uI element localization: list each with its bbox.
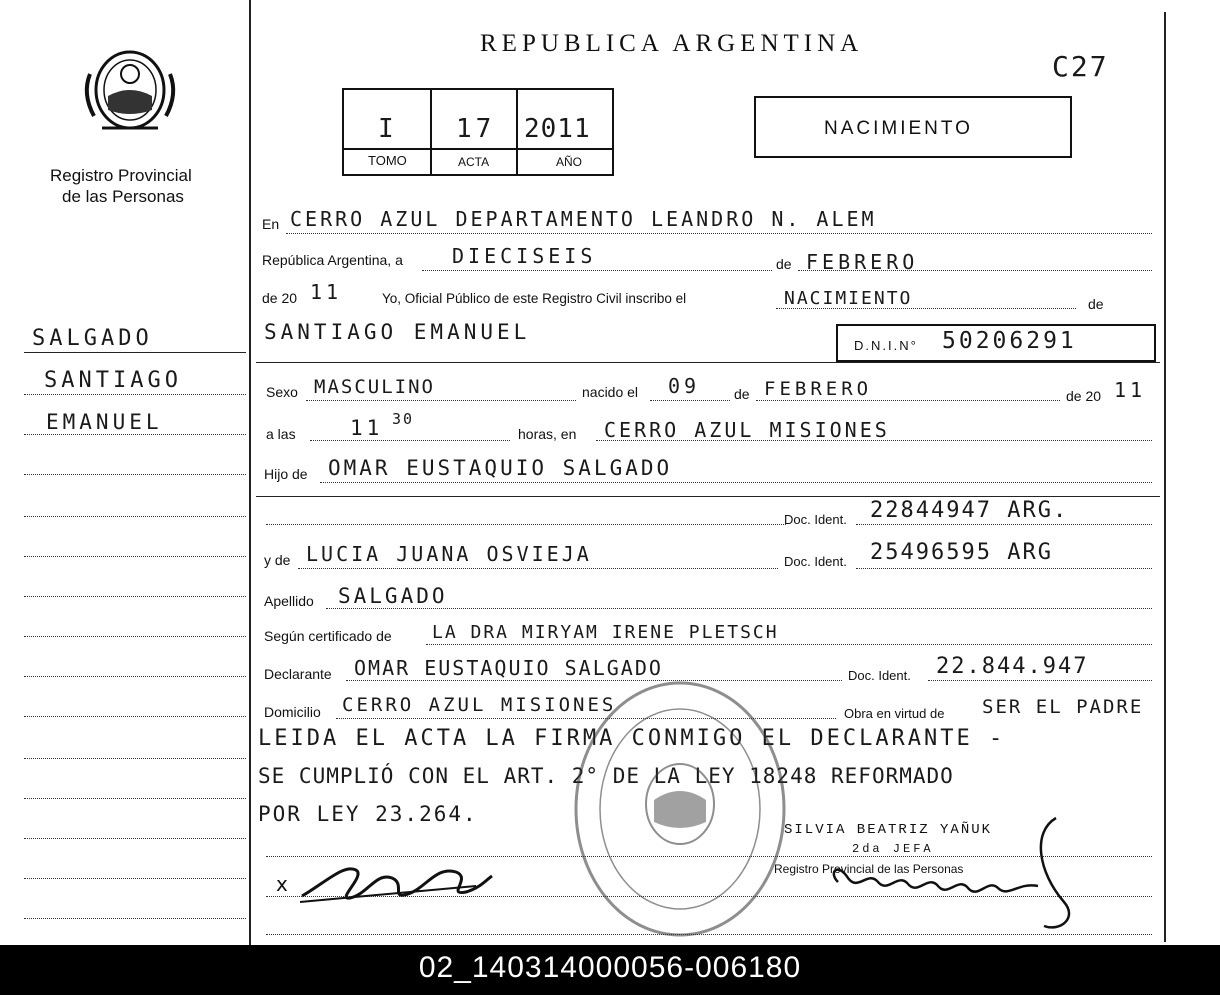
page-number: C27: [1052, 50, 1109, 83]
doc-label-father: Doc. Ident.: [784, 512, 847, 527]
time-minutes: 30: [392, 410, 415, 428]
official-stamp-icon: [570, 676, 790, 942]
mother-name: LUCIA JUANA OSVIEJA: [306, 542, 592, 566]
note-line-1: LEIDA EL ACTA LA FIRMA CONMIGO EL DECLARANTE -: [258, 726, 1006, 751]
official-title: 2da JEFA: [852, 842, 934, 856]
birth-month: FEBRERO: [764, 378, 873, 400]
footer-bar: [0, 945, 1220, 995]
father-name: OMAR EUSTAQUIO SALGADO: [328, 456, 673, 480]
hijo-label: Hijo de: [264, 466, 308, 482]
republica-label: República Argentina, a: [262, 252, 403, 268]
sidebar-line-5: [24, 516, 246, 517]
official-name: SILVIA BEATRIZ YAÑUK: [784, 822, 993, 838]
capacity-value: SER EL PADRE: [982, 696, 1144, 718]
sidebar-line-4: [24, 474, 246, 475]
de-label-3: de: [734, 386, 750, 402]
sexo-label: Sexo: [266, 384, 298, 400]
doc-label-declarant: Doc. Ident.: [848, 668, 911, 683]
sidebar-line-15: [24, 918, 246, 919]
de-label-2: de: [1088, 296, 1104, 312]
month-value: FEBRERO: [806, 250, 919, 274]
sidebar-line-11: [24, 758, 246, 759]
sidebar-line-6: [24, 556, 246, 557]
de-label-1: de: [776, 256, 792, 272]
sex-value: MASCULINO: [314, 376, 435, 398]
time-hour: 11: [350, 416, 384, 440]
doc-label-mother: Doc. Ident.: [784, 554, 847, 569]
country-title: REPUBLICA ARGENTINA: [480, 30, 864, 57]
domicilio-label: Domicilio: [264, 704, 321, 720]
certificado-label: Según certificado de: [264, 628, 392, 644]
sidebar-line-14: [24, 878, 246, 879]
left-column-divider: [249, 0, 251, 945]
sidebar-line-13: [24, 838, 246, 839]
full-name: SANTIAGO EMANUEL: [264, 320, 531, 344]
year-suffix: 11: [310, 280, 343, 304]
declarant-doc: 22.844.947: [936, 654, 1089, 679]
certifier-value: LA DRA MIRYAM IRENE PLETSCH: [432, 622, 779, 643]
obra-label: Obra en virtud de: [844, 706, 945, 721]
declarant-name: OMAR EUSTAQUIO SALGADO: [354, 656, 663, 680]
sidebar-line-1: [24, 352, 246, 353]
birth-place: CERRO AZUL MISIONES: [604, 418, 890, 442]
tomo-value: I: [378, 114, 398, 144]
dni-box: [836, 324, 1156, 362]
de20-label-2: de 20: [1066, 388, 1102, 404]
apellido-label: Apellido: [264, 593, 314, 609]
acta-label: ACTA: [458, 155, 490, 169]
sidebar-line-2: [24, 394, 246, 395]
declarante-label: Declarante: [264, 666, 332, 682]
sidebar-line-10: [24, 716, 246, 717]
note-line-2: SE CUMPLIÓ CON EL ART. 2° DE LA LEY 18248 REFORMADO: [258, 764, 954, 788]
note-line-3: POR LEY 23.264.: [258, 802, 478, 826]
inscribo-label: Yo, Oficial Público de este Registro Civil inscribo el: [382, 291, 687, 306]
sidebar-given-name-1: SANTIAGO: [44, 368, 182, 393]
document-code: 02_140314000056-006180: [418, 951, 802, 984]
org-name-line2: de las Personas: [62, 187, 184, 206]
record-type-box: [754, 96, 1072, 158]
official-signature-icon: [808, 812, 1088, 942]
act-value: NACIMIENTO: [784, 288, 913, 309]
acta-value: 17: [456, 114, 496, 144]
place-value: CERRO AZUL DEPARTAMENTO LEANDRO N. ALEM: [290, 207, 877, 231]
horas-label: horas, en: [518, 426, 577, 442]
org-name-line1: Registro Provincial: [50, 166, 192, 185]
right-border: [1164, 12, 1166, 942]
dni-label: D.N.I.N°: [854, 338, 918, 353]
declarant-mark: x: [276, 872, 288, 896]
birth-day: 09: [668, 374, 701, 398]
alas-label: a las: [266, 426, 296, 442]
declarant-signature-icon: [296, 852, 496, 912]
provincial-seal-icon: [78, 44, 182, 136]
sidebar-line-9: [24, 676, 246, 677]
mother-doc: 25496595 ARG: [870, 540, 1053, 565]
address-value: CERRO AZUL MISIONES: [342, 694, 617, 716]
sidebar-line-12: [24, 798, 246, 799]
sidebar-line-8: [24, 636, 246, 637]
sidebar-surname: SALGADO: [32, 326, 153, 351]
de20-label: de 20: [262, 290, 298, 306]
record-id-table: [342, 88, 614, 176]
nacido-label: nacido el: [582, 384, 639, 400]
yde-label: y de: [264, 552, 291, 568]
sidebar-given-name-2: EMANUEL: [46, 410, 163, 434]
birth-year-suffix: 11: [1114, 378, 1147, 402]
anio-value: 2011: [524, 114, 591, 144]
en-label: En: [262, 216, 280, 232]
dni-value: 50206291: [942, 328, 1077, 354]
official-org: Registro Provincial de las Personas: [774, 862, 964, 876]
anio-label: AÑO: [556, 155, 583, 169]
sidebar-line-3: [24, 434, 246, 435]
sidebar-line-7: [24, 596, 246, 597]
day-words: DIECISEIS: [452, 244, 597, 268]
surname-value: SALGADO: [338, 584, 448, 608]
tomo-label: TOMO: [368, 153, 407, 168]
record-type: NACIMIENTO: [824, 118, 973, 139]
father-doc: 22844947 ARG.: [870, 498, 1069, 523]
